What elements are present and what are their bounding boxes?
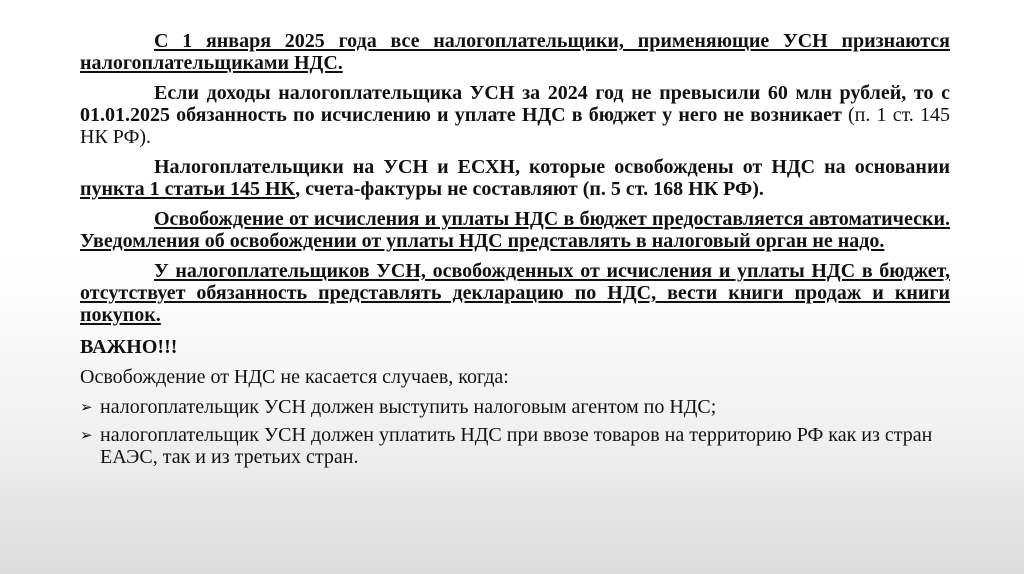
exemption-intro: Освобождение от НДС не касается случаев, когда:	[80, 366, 509, 388]
important-heading: ВАЖНО!!!	[80, 336, 178, 358]
list-item-text: налогоплательщик УСН должен уплатить НДС при ввозе товаров на территорию РФ как из стран ЕАЭС, так и из третьих стран.	[100, 424, 933, 468]
paragraph-income-threshold-reference: (п. 1 ст. 145 НК РФ).	[80, 104, 950, 148]
list-item	[80, 424, 950, 468]
arrow-bullet-icon: ➢	[80, 426, 93, 444]
law-article-link[interactable]: пункта 1 статьи 145 НК	[80, 178, 296, 200]
paragraph-invoices-text-end: , счета-фактуры не составляют (п. 5 ст. 168 НК РФ).	[295, 178, 764, 200]
paragraph-invoices-text-start: Налогоплательщики на УСН и ЕСХН, которые освобождены от НДС на основании	[154, 156, 950, 178]
paragraph-usn-vat-payers	[80, 30, 950, 74]
paragraph-automatic-exemption-text: Освобождение от исчисления и уплаты НДС в бюджет предоставляется автоматически. Уведомления об освобождении от уплаты НДС представлять в налоговый орган не надо.	[80, 208, 950, 252]
paragraph-no-declaration	[80, 260, 950, 326]
list-item	[80, 396, 950, 418]
paragraph-no-declaration-text: У налогоплательщиков УСН, освобожденных от исчисления и уплаты НДС в бюджет, отсутствует обязанность представлять декларацию по НДС, вести книги продаж и книги покупок.	[80, 260, 950, 326]
paragraph-automatic-exemption	[80, 208, 950, 252]
paragraph-invoices	[80, 156, 950, 200]
paragraph-usn-vat-payers-text: С 1 января 2025 года все налогоплательщики, применяющие УСН признаются налогоплательщиками НДС.	[80, 30, 950, 74]
arrow-bullet-icon: ➢	[80, 398, 93, 416]
paragraph-income-threshold-text: Если доходы налогоплательщика УСН за 2024 год не превысили 60 млн рублей, то с 01.01.2025 обязанность по исчислению и уплате НДС в бюджет у него не возникает	[80, 82, 950, 126]
paragraph-income-threshold	[80, 82, 950, 148]
list-item-text: налогоплательщик УСН должен выступить налоговым агентом по НДС;	[100, 396, 717, 418]
slide-content	[80, 30, 950, 472]
